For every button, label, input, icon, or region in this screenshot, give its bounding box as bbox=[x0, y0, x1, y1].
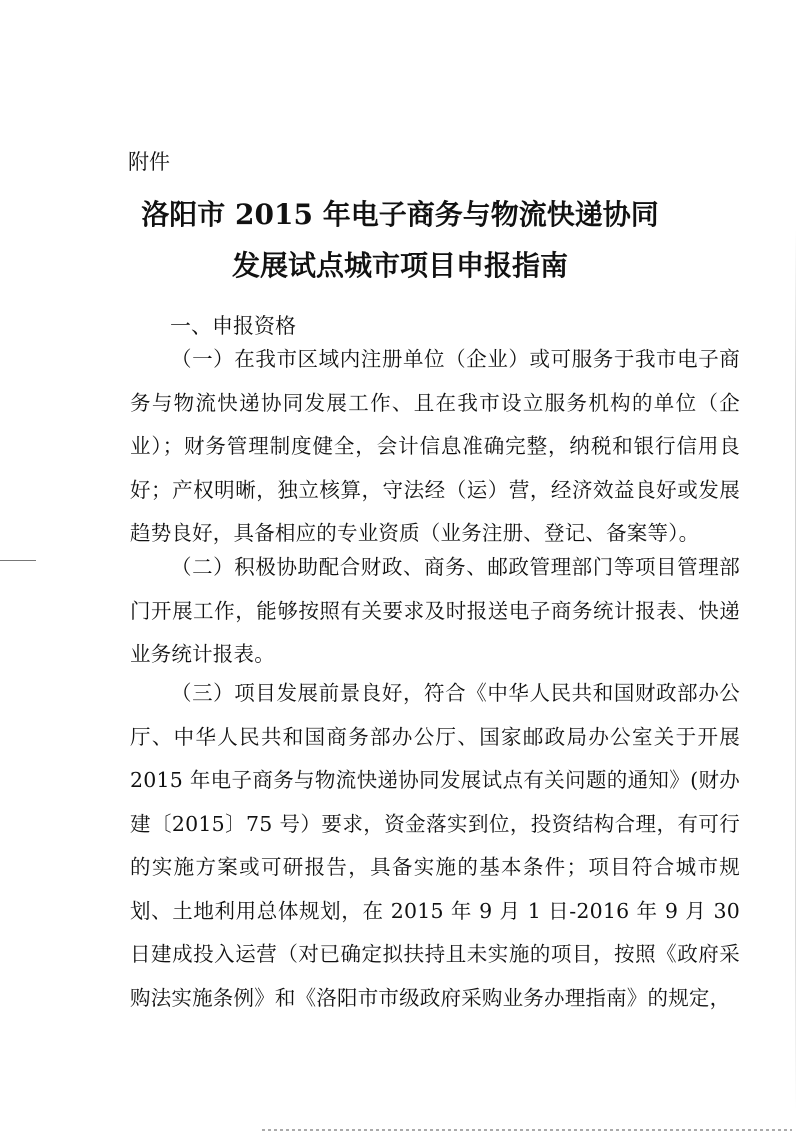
scan-artifact-bottom bbox=[262, 1129, 792, 1131]
scan-artifact-right bbox=[795, 230, 796, 1110]
paragraph-3: （三）项目发展前景良好，符合《中华人民共和国财政部办公厅、中华人民共和国商务部办公厅、国家邮政局办公室关于开展 2015 年电子商务与物流快递协同发展试点有关问题的通知》(财办建〔2015〕75 号）要求，资金落实到位，投资结构合理，有可行的实施方案或可研报告，具备实施的基本条件；项目符合城市规划、土地利用总体规划，在 2015 年 9 月 1 日-2016 年 9 月 30 日建成投入运营（对已确定拟扶持且未实施的项目，按照《政府采购法实施条例》和《洛阳市市级政府采购业务办理指南》的规定， bbox=[130, 681, 740, 1010]
paragraph-1: （一）在我市区域内注册单位（企业）或可服务于我市电子商务与物流快递协同发展工作、且在我市设立服务机构的单位（企业）；财务管理制度健全，会计信息准确完整，纳税和银行信用良好；产权明晰，独立核算，守法经（运）营，经济效益良好或发展趋势良好，具备相应的专业资质（业务注册、登记、备案等）。 bbox=[130, 347, 740, 545]
paragraph-2: （二）积极协助配合财政、商务、邮政管理部门等项目管理部门开展工作，能够按照有关要求及时报送电子商务统计报表、快递业务统计报表。 bbox=[130, 555, 740, 666]
document-title-line-2: 发展试点城市项目申报指南 bbox=[231, 249, 568, 282]
attachment-label: 附件 bbox=[128, 150, 170, 174]
section-heading-eligibility: 一、申报资格 bbox=[170, 314, 296, 338]
scan-edge-mark bbox=[0, 560, 36, 561]
document-title-line-1: 洛阳市 2015 年电子商务与物流快递协同 bbox=[141, 198, 659, 231]
